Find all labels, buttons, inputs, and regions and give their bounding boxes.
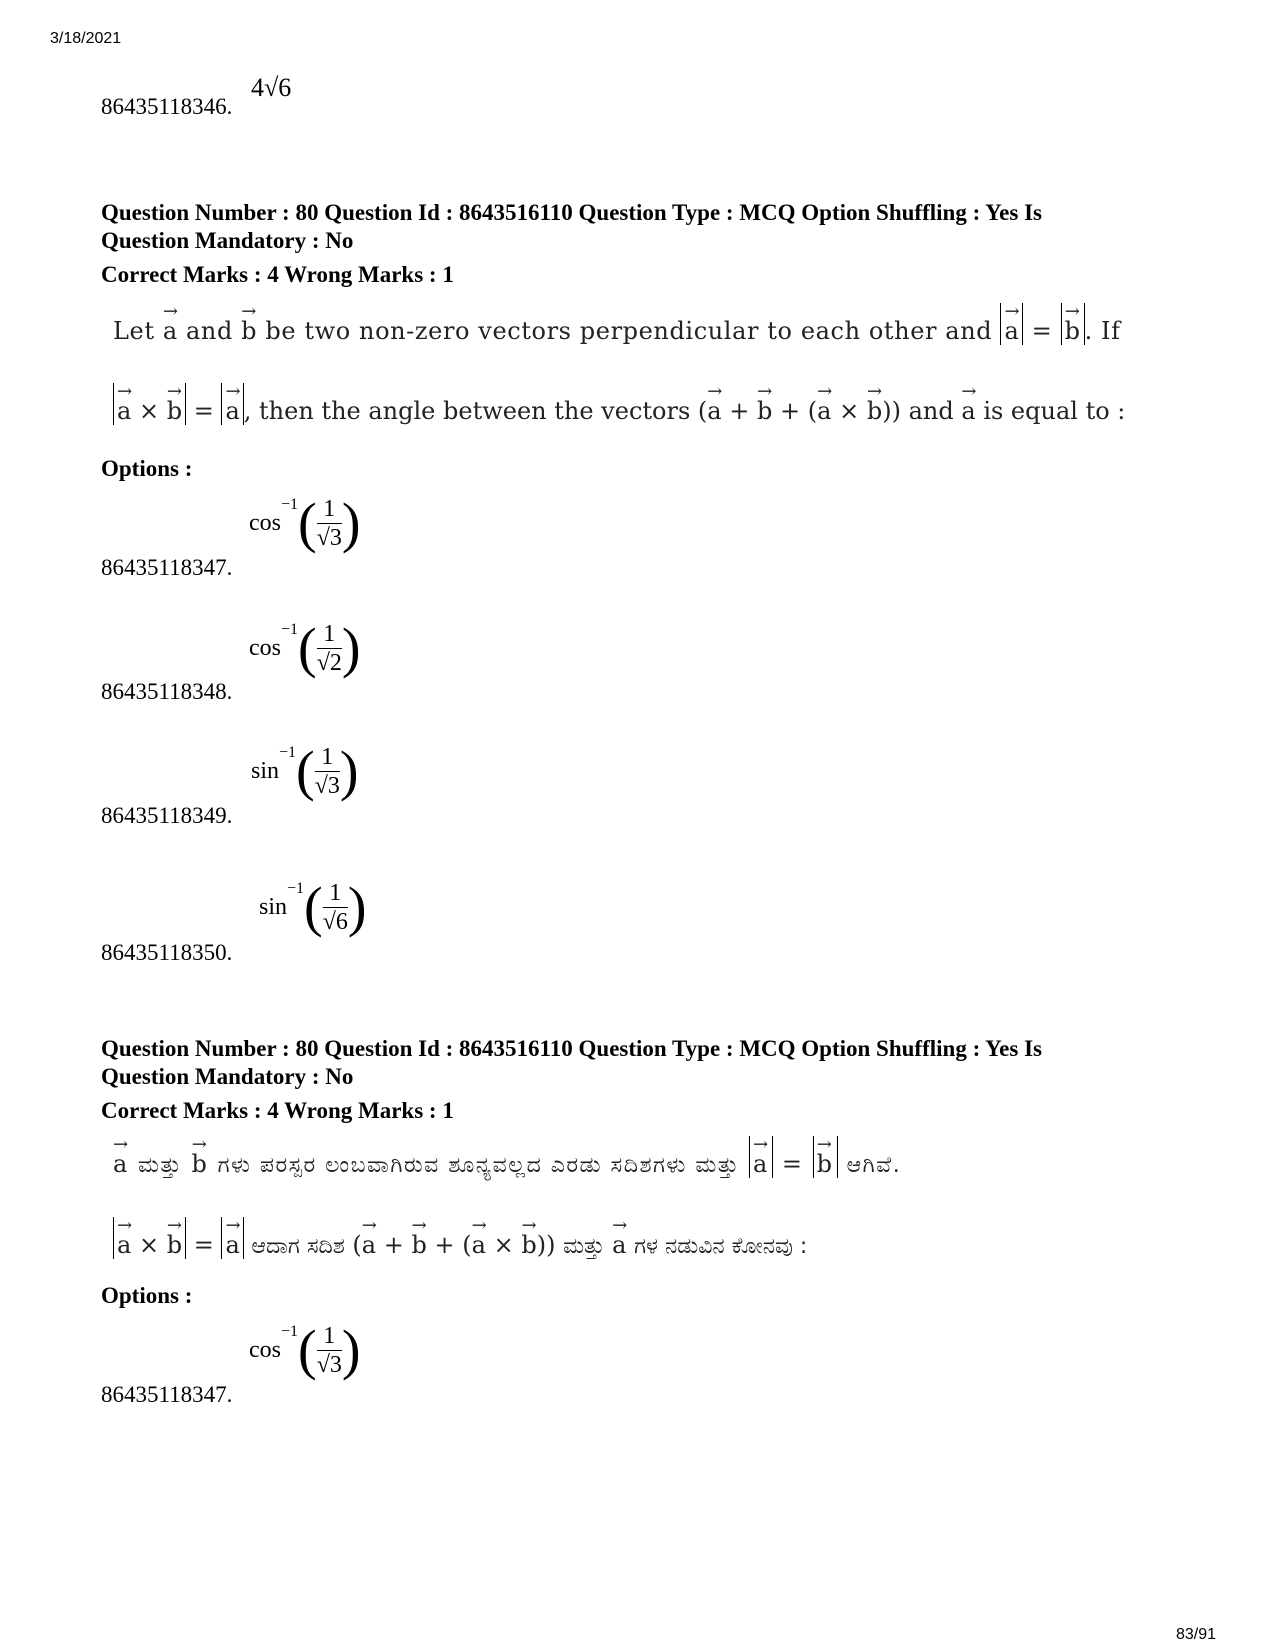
option-id: 86435118350.: [101, 940, 233, 965]
marks-info: Correct Marks : 4 Wrong Marks : 1: [101, 262, 454, 287]
option-id: 86435118348.: [101, 679, 233, 704]
question-header: Question Number : 80 Question Id : 8643516110 Question Type : MCQ Option Shuffling : Yes Is Question Mandatory : No: [101, 200, 1042, 253]
option-id: 86435118346.: [101, 94, 233, 119]
question-header: Question Number : 80 Question Id : 8643516110 Question Type : MCQ Option Shuffling : Yes Is Question Mandatory : No: [101, 1036, 1042, 1089]
question-text-line-2: → a × → b = → a ಆದಾಗ ಸದಿಶ (→ a + → b + (→ a × → b)) ಮತ್ತು → a ಗಳ ನಡುವಿನ ಕೋನವು :: [113, 1217, 807, 1259]
option-expression: sin−1( $\frac{1}{√3}$ ): [251, 740, 359, 803]
options-label: Options :: [101, 456, 193, 481]
marks-info: Correct Marks : 4 Wrong Marks : 1: [101, 1098, 454, 1123]
print-date: 3/18/2021: [50, 30, 122, 47]
option-expression: cos−1( $\frac{1}{√2}$ ): [249, 617, 361, 680]
option-expression: cos−1( $\frac{1}{√3}$ ): [249, 492, 361, 555]
page-number: 83/91: [1176, 1626, 1217, 1643]
option-expression: sin−1( $\frac{1}{√6}$ ): [259, 876, 367, 939]
option-id: 86435118347.: [101, 555, 233, 580]
option-id: 86435118349.: [101, 803, 233, 828]
options-label: Options :: [101, 1283, 193, 1308]
option-expression: 4√6: [251, 73, 292, 102]
option-expression: cos−1( $\frac{1}{√3}$ ): [249, 1319, 361, 1382]
question-text-line-2: → a × → b = → a , then the angle between the vectors (→ a + → b + (→ a × → b)) and → a is equal to :: [113, 383, 1125, 425]
option-id: 86435118347.: [101, 1382, 233, 1407]
question-text-line-1: → a ಮತ್ತು → b ಗಳು ಪರಸ್ಪರ ಲಂಬವಾಗಿರುವ ಶೂನ್ಯವಲ್ಲದ ಎರಡು ಸದಿಶಗಳು ಮತ್ತು → a = → b ಆಗಿವೆ.: [113, 1136, 901, 1178]
question-text-line-1: Let → a and → b be two non-zero vectors perpendicular to each other and → a = → b . If: [113, 303, 1121, 345]
